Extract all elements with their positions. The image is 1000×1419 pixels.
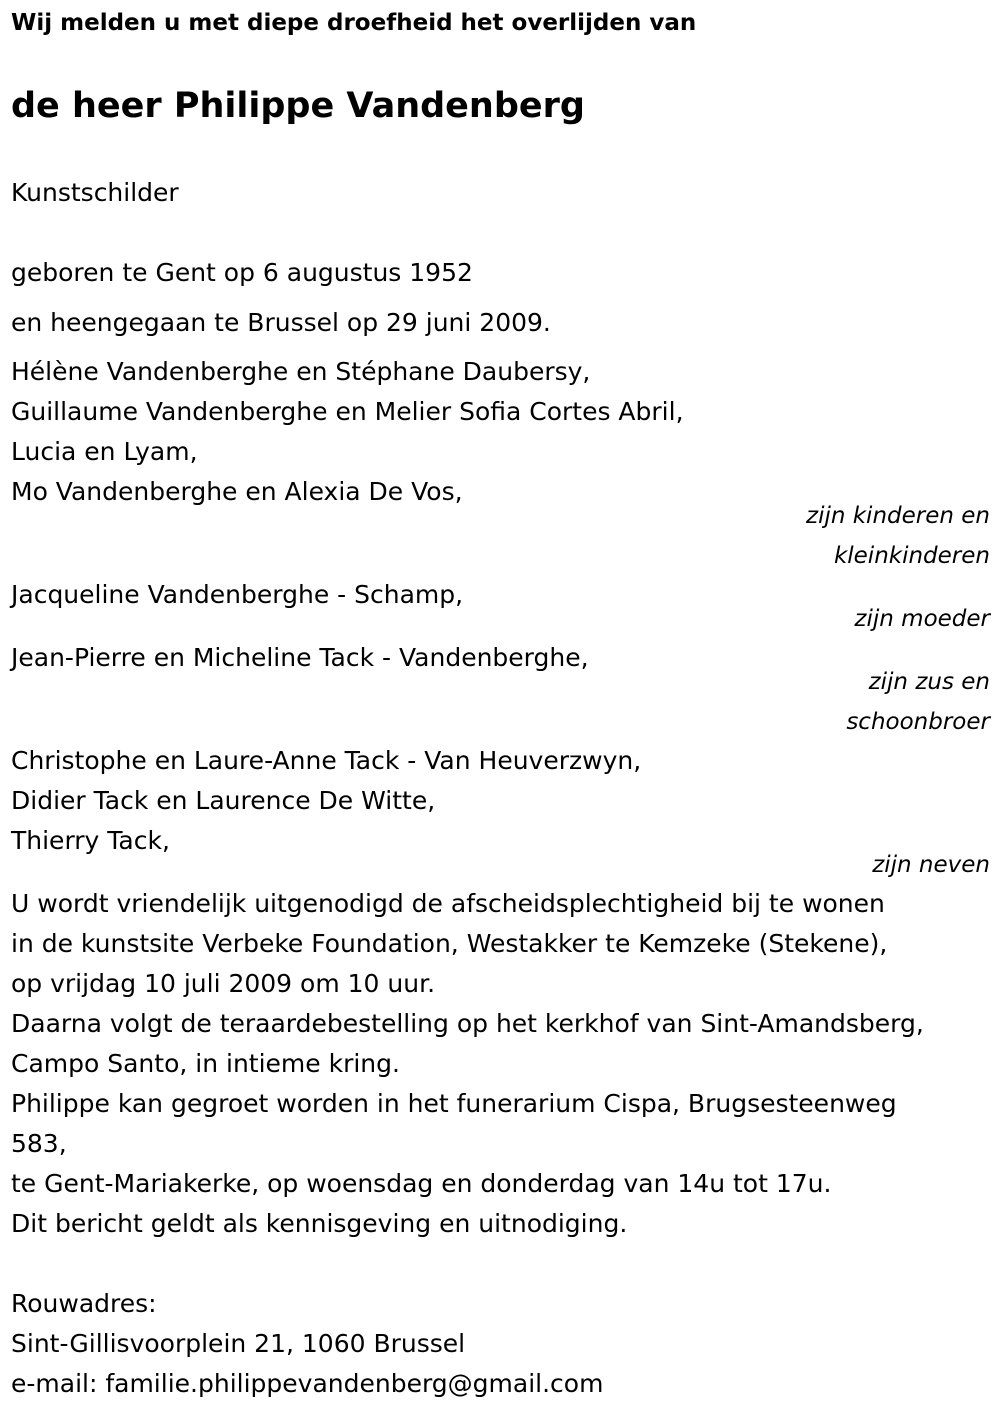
family-member: Guillaume Vandenberghe en Melier Sofia Cortes Abril, xyxy=(11,397,684,426)
profession: Kunstschilder xyxy=(11,178,179,207)
deceased-name: de heer Philippe Vandenberg xyxy=(11,86,585,126)
relation-label: zijn zus en xyxy=(868,669,990,695)
relation-label: zijn neven xyxy=(872,852,990,878)
relation-label: kleinkinderen xyxy=(833,543,990,569)
family-member: Mo Vandenberghe en Alexia De Vos, xyxy=(11,477,463,506)
ceremony-line: Philippe kan gegroet worden in het funerarium Cispa, Brugsesteenweg xyxy=(11,1089,897,1118)
birth-info: geboren te Gent op 6 augustus 1952 xyxy=(11,258,473,287)
family-member: Didier Tack en Laurence De Witte, xyxy=(11,786,436,815)
ceremony-line: op vrijdag 10 juli 2009 om 10 uur. xyxy=(11,969,436,998)
ceremony-line: Daarna volgt de teraardebestelling op het kerkhof van Sint-Amandsberg, xyxy=(11,1009,924,1038)
ceremony-line: Campo Santo, in intieme kring. xyxy=(11,1049,400,1078)
family-member: Christophe en Laure-Anne Tack - Van Heuverzwyn, xyxy=(11,746,642,775)
relation-label: schoonbroer xyxy=(846,709,990,735)
ceremony-line: U wordt vriendelijk uitgenodigd de afscheidsplechtigheid bij te wonen xyxy=(11,889,885,918)
ceremony-line: 583, xyxy=(11,1129,67,1158)
relation-label: zijn kinderen en xyxy=(806,503,990,529)
address-label: Rouwadres: xyxy=(11,1289,157,1318)
family-member: Lucia en Lyam, xyxy=(11,437,198,466)
address-street: Sint-Gillisvoorplein 21, 1060 Brussel xyxy=(11,1329,466,1358)
ceremony-line: in de kunstsite Verbeke Foundation, Westakker te Kemzeke (Stekene), xyxy=(11,929,888,958)
ceremony-line: Dit bericht geldt als kennisgeving en uitnodiging. xyxy=(11,1209,628,1238)
family-member: Thierry Tack, xyxy=(11,826,170,855)
relation-label: zijn moeder xyxy=(854,606,990,632)
death-info: en heengegaan te Brussel op 29 juni 2009. xyxy=(11,308,551,337)
family-member: Hélène Vandenberghe en Stéphane Daubersy, xyxy=(11,357,591,386)
intro-text: Wij melden u met diepe droefheid het overlijden van xyxy=(11,10,697,36)
family-member: Jean-Pierre en Micheline Tack - Vandenberghe, xyxy=(11,643,589,672)
address-email: e-mail: familie.philippevandenberg@gmail.com xyxy=(11,1369,604,1398)
family-member: Jacqueline Vandenberghe - Schamp, xyxy=(11,580,464,609)
ceremony-line: te Gent-Mariakerke, op woensdag en donderdag van 14u tot 17u. xyxy=(11,1169,832,1198)
